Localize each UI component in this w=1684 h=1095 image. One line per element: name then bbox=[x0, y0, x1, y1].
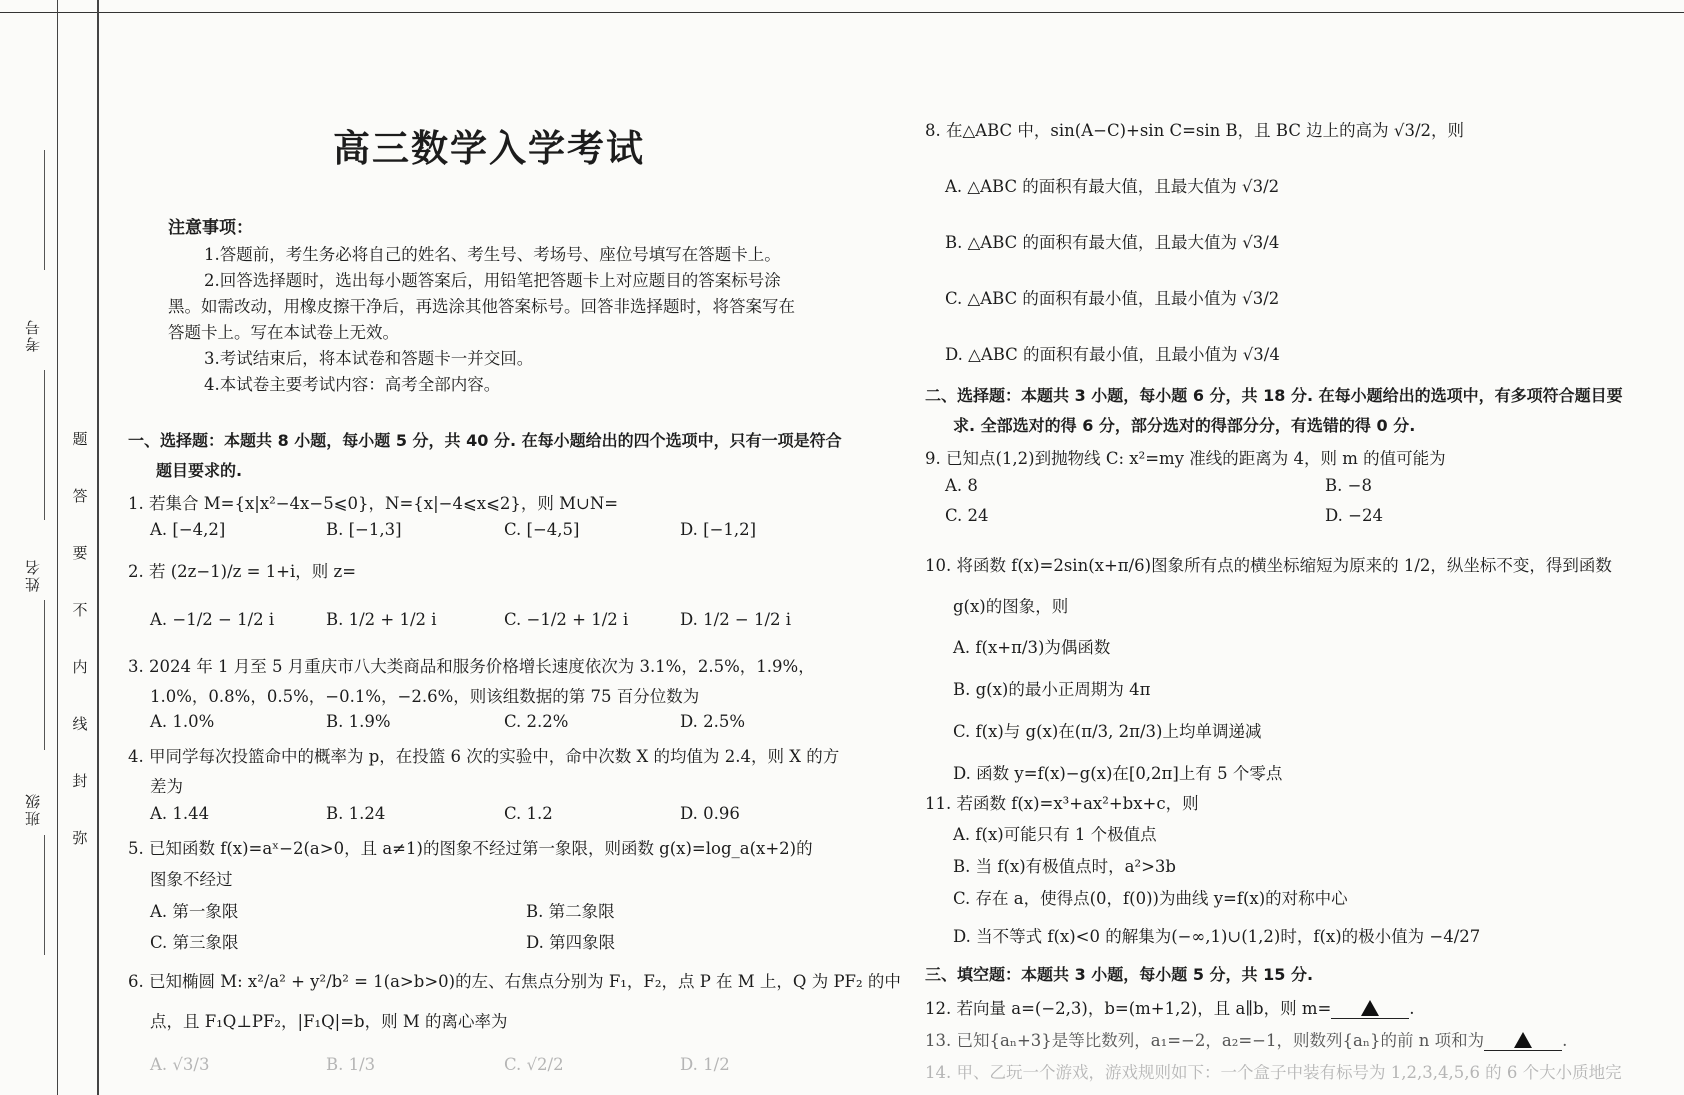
option: B. g(x)的最小正周期为 4π bbox=[953, 680, 1151, 699]
option: A. f(x)可能只有 1 个极值点 bbox=[953, 825, 1157, 844]
question-stem: 2. 若 (2z−1)/z = 1+i，则 z= bbox=[128, 562, 357, 581]
question-stem: 8. 在△ABC 中，sin(A−C)+sin C=sin B，且 BC 边上的高为 √3/2，则 bbox=[925, 121, 1464, 140]
question-text: 12. 若向量 a=(−2,3)，b=(m+1,2)，且 a∥b，则 m= bbox=[925, 999, 1332, 1018]
option: C. −1/2 + 1/2 i bbox=[504, 610, 629, 629]
seal-char: 线 bbox=[72, 715, 88, 733]
seal-char: 答 bbox=[72, 487, 88, 505]
question-stem: 3. 2024 年 1 月至 5 月重庆市八大类商品和服务价格增长速度依次为 3.1%，2.5%，1.9%， bbox=[128, 657, 815, 676]
section-heading: 一、选择题：本题共 8 小题，每小题 5 分，共 40 分. 在每小题给出的四个选项中，只有一项是符合 bbox=[128, 431, 842, 450]
page-title: 高三数学入学考试 bbox=[333, 127, 645, 170]
option: C. 2.2% bbox=[504, 712, 569, 731]
answer-line bbox=[44, 150, 45, 270]
notice-line: 2.回答选择题时，选出每小题答案后，用铅笔把答题卡上对应题目的答案标号涂 bbox=[204, 271, 781, 290]
question-stem bbox=[925, 995, 1415, 1019]
option: B. [−1,3] bbox=[326, 520, 402, 539]
notice-line: 答题卡上。写在本试卷上无效。 bbox=[168, 323, 399, 342]
option: B. 1/3 bbox=[326, 1055, 376, 1074]
question-stem: 5. 已知函数 f(x)=aˣ−2(a>0，且 a≠1)的图象不经过第一象限，则函数 g(x)=log_a(x+2)的 bbox=[128, 839, 813, 858]
margin-line bbox=[57, 0, 58, 1095]
question-stem bbox=[925, 1027, 1567, 1051]
option: C. f(x)与 g(x)在(π/3, 2π/3)上均单调递减 bbox=[953, 722, 1262, 741]
option: D. 函数 y=f(x)−g(x)在[0,2π]上有 5 个零点 bbox=[953, 764, 1283, 783]
question-stem: 6. 已知椭圆 M: x²/a² + y²/b² = 1(a>b>0)的左、右焦点分别为 F₁，F₂，点 P 在 M 上，Q 为 PF₂ 的中 bbox=[128, 972, 901, 991]
notice-line: 4.本试卷主要考试内容：高考全部内容。 bbox=[204, 375, 501, 394]
option: D. 1/2 − 1/2 i bbox=[680, 610, 792, 629]
answer-line bbox=[44, 370, 45, 520]
question-stem: 11. 若函数 f(x)=x³+ax²+bx+c，则 bbox=[925, 794, 1199, 813]
question-stem: 4. 甲同学每次投篮命中的概率为 p，在投篮 6 次的实验中，命中次数 X 的均值为 2.4，则 X 的方 bbox=[128, 747, 840, 766]
option: A. △ABC 的面积有最大值，且最大值为 √3/2 bbox=[945, 177, 1280, 196]
option: B. −8 bbox=[1325, 476, 1372, 495]
question-stem: 点，且 F₁Q⊥PF₂，|F₁Q|=b，则 M 的离心率为 bbox=[150, 1012, 508, 1031]
option: B. 第二象限 bbox=[526, 902, 615, 921]
answer-line bbox=[44, 600, 45, 750]
option: B. 1.24 bbox=[326, 804, 386, 823]
option: A. f(x+π/3)为偶函数 bbox=[953, 638, 1111, 657]
seal-char: 不 bbox=[72, 601, 88, 619]
answer-blank bbox=[1331, 999, 1409, 1019]
option: D. 0.96 bbox=[680, 804, 740, 823]
option: C. √2/2 bbox=[504, 1055, 564, 1074]
triangle-icon bbox=[1361, 1000, 1379, 1016]
name-label: 姓名 bbox=[24, 558, 42, 592]
question-stem: g(x)的图象，则 bbox=[953, 597, 1069, 616]
triangle-icon bbox=[1514, 1032, 1532, 1048]
top-border bbox=[0, 12, 1684, 13]
option: A. 第一象限 bbox=[150, 902, 239, 921]
option: C. △ABC 的面积有最小值，且最小值为 √3/2 bbox=[945, 289, 1280, 308]
section-heading: 题目要求的. bbox=[156, 461, 243, 480]
class-label: 班级 bbox=[24, 792, 42, 826]
option: D. △ABC 的面积有最小值，且最小值为 √3/4 bbox=[945, 345, 1280, 364]
question-stem: 1. 若集合 M={x|x²−4x−5⩽0}，N={x|−4⩽x⩽2}，则 M∪N= bbox=[128, 494, 619, 513]
question-stem: 9. 已知点(1,2)到抛物线 C: x²=my 准线的距离为 4，则 m 的值可能为 bbox=[925, 449, 1446, 468]
section-heading: 三、填空题：本题共 3 小题，每小题 5 分，共 15 分. bbox=[925, 965, 1314, 984]
seal-char: 封 bbox=[72, 772, 88, 790]
question-stem: 图象不经过 bbox=[150, 870, 233, 889]
option: D. 1/2 bbox=[680, 1055, 730, 1074]
option: A. √3/3 bbox=[150, 1055, 210, 1074]
exam-number-label: 考号 bbox=[24, 318, 42, 352]
answer-blank bbox=[1484, 1031, 1562, 1051]
option: D. [−1,2] bbox=[680, 520, 757, 539]
option: C. 存在 a，使得点(0，f(0))为曲线 y=f(x)的对称中心 bbox=[953, 889, 1348, 908]
option: D. 2.5% bbox=[680, 712, 746, 731]
question-stem: 14. 甲、乙玩一个游戏，游戏规则如下：一个盒子中装有标号为 1,2,3,4,5,6 的 6 个大小质地完 bbox=[925, 1063, 1622, 1082]
question-stem: 1.0%，0.8%，0.5%，−0.1%，−2.6%，则该组数据的第 75 百分位数为 bbox=[150, 687, 700, 706]
margin-line bbox=[97, 0, 99, 1095]
question-stem: 10. 将函数 f(x)=2sin(x+π/6)图象所有点的横坐标缩短为原来的 1/2，纵坐标不变，得到函数 bbox=[925, 556, 1612, 575]
seal-char: 弥 bbox=[72, 829, 88, 847]
notice-line: 3.考试结束后，将本试卷和答题卡一并交回。 bbox=[204, 349, 534, 368]
seal-char: 内 bbox=[72, 658, 88, 676]
option: A. −1/2 − 1/2 i bbox=[150, 610, 275, 629]
option: A. 1.44 bbox=[150, 804, 210, 823]
option: A. [−4,2] bbox=[150, 520, 226, 539]
question-stem: 差为 bbox=[150, 777, 183, 796]
notice-line: 黑。如需改动，用橡皮擦干净后，再选涂其他答案标号。回答非选择题时，将答案写在 bbox=[168, 297, 795, 316]
question-end: . bbox=[1562, 1031, 1568, 1050]
option: C. 第三象限 bbox=[150, 933, 239, 952]
question-end: . bbox=[1409, 999, 1415, 1018]
seal-char: 要 bbox=[72, 544, 88, 562]
option: B. 当 f(x)有极值点时，a²>3b bbox=[953, 857, 1176, 876]
option: B. 1/2 + 1/2 i bbox=[326, 610, 437, 629]
option: D. −24 bbox=[1325, 506, 1383, 525]
answer-line bbox=[44, 835, 45, 955]
notice-heading: 注意事项： bbox=[168, 218, 253, 238]
option: B. 1.9% bbox=[326, 712, 391, 731]
option: C. [−4,5] bbox=[504, 520, 580, 539]
notice-line: 1.答题前，考生务必将自己的姓名、考生号、考场号、座位号填写在答题卡上。 bbox=[204, 245, 781, 264]
section-heading: 二、选择题：本题共 3 小题，每小题 6 分，共 18 分. 在每小题给出的选项中，有多项符合题目要 bbox=[925, 386, 1623, 405]
binding-margin bbox=[0, 0, 100, 1095]
option: B. △ABC 的面积有最大值，且最大值为 √3/4 bbox=[945, 233, 1280, 252]
section-heading: 求. 全部选对的得 6 分，部分选对的得部分分，有选错的得 0 分. bbox=[953, 416, 1416, 435]
option: C. 1.2 bbox=[504, 804, 553, 823]
option: A. 1.0% bbox=[150, 712, 215, 731]
option: A. 8 bbox=[945, 476, 978, 495]
option: C. 24 bbox=[945, 506, 989, 525]
option: D. 当不等式 f(x)<0 的解集为(−∞,1)∪(1,2)时，f(x)的极小值为 −4/27 bbox=[953, 927, 1481, 946]
option: D. 第四象限 bbox=[526, 933, 616, 952]
question-text: 13. 已知{aₙ+3}是等比数列，a₁=−2，a₂=−1，则数列{aₙ}的前 n 项和为 bbox=[925, 1031, 1485, 1050]
seal-char: 题 bbox=[72, 430, 88, 448]
